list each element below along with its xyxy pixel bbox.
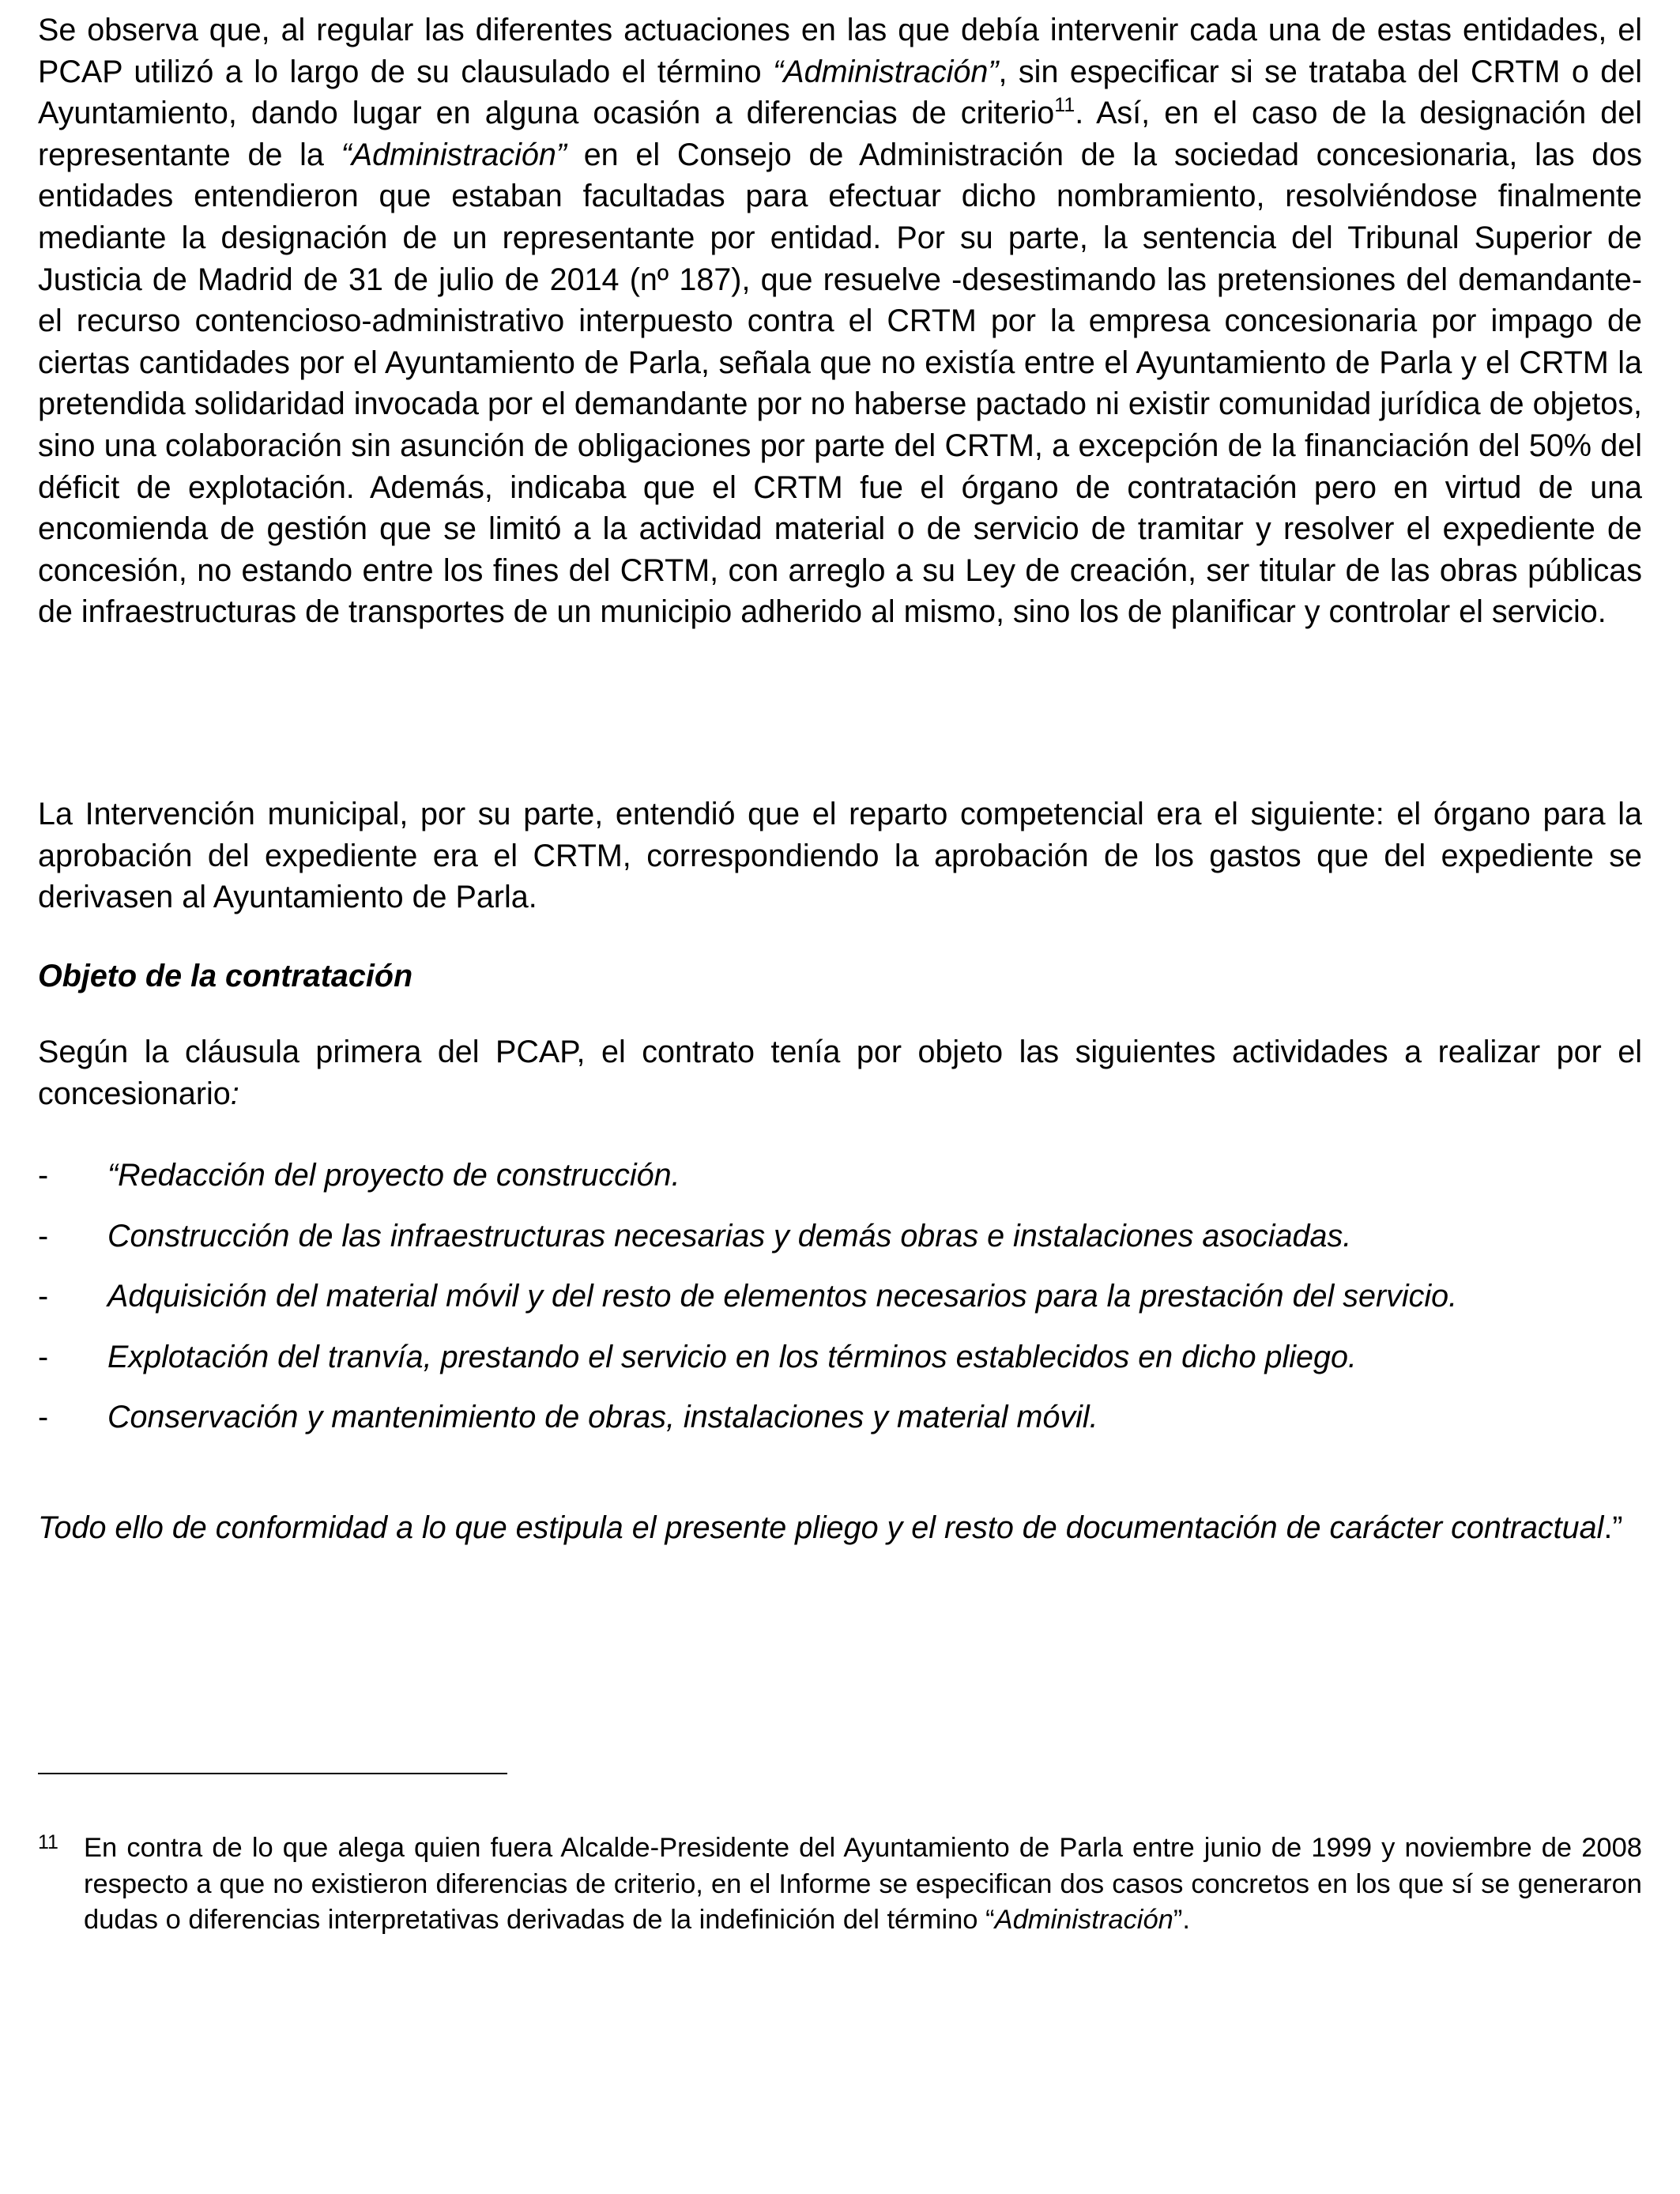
list-item-text: “Redacción del proyecto de construcción. [107, 1158, 680, 1193]
paragraph-intervencion-municipal: La Intervención municipal, por su parte, entendió que el reparto competencial era el siguiente: el órgano para la aprobación del expediente era el CRTM, correspondiendo la aprobación de los gastos que del expediente se derivasen al Ayuntamiento de Parla. [38, 797, 1642, 915]
list-dash: - [38, 1218, 49, 1253]
footnote-separator [38, 1773, 507, 1774]
list-item [38, 1336, 1642, 1378]
footnote-text [84, 1830, 1642, 1939]
list-item-text: Construcción de las infraestructuras necesarias y demás obras e instalaciones asociadas. [107, 1218, 1352, 1253]
list-item [38, 1155, 1642, 1197]
paragraph1-text-1: Se observa que, al regular las diferentes actuaciones en las que debía intervenir cada una de estas entidades, el PCAP utilizó a lo largo de su clausulado el término [38, 13, 1642, 89]
list-item [38, 1216, 1642, 1257]
paragraph-administration-ambiguity [38, 9, 1642, 633]
footnote-term-italic: Administración [994, 1905, 1173, 1935]
paragraph-clausula-primera [38, 1031, 1642, 1114]
section-heading-objeto: Objeto de la contratación [38, 959, 413, 993]
paragraph1-text-3: . Así, en el caso de la designación del representante de la [38, 96, 1642, 172]
closing-end-punctuation: .” [1603, 1510, 1623, 1545]
footnote-text-1: En contra de lo que alega quien fuera Alcalde-Presidente del Ayuntamiento de Parla entre junio de 1999 y noviembre de 2008 respecto a que no existieron diferencias de criterio, en el Informe se especifican dos casos concretos en los que sí se generaron dudas o diferencias interpretativas derivadas de la indefinición del término “ [84, 1833, 1642, 1935]
paragraph3-text: Según la cláusula primera del PCAP, el contrato tenía por objeto las siguientes actividades a realizar por el concesionario [38, 1035, 1642, 1111]
footnote-number: 11 [38, 1831, 58, 1853]
activities-list [38, 1155, 1642, 1457]
paragraph1-text-4: en el Consejo de Administración de la sociedad concesionaria, las dos entidades entendieron que estaban facultadas para efectuar dicho nombramiento, resolviéndose finalmente mediante la designación de un representante por entidad. Por su parte, la sentencia del Tribunal Superior de Justicia de Madrid de 31 de julio de 2014 (nº 187), que resuelve -desestimando las pretensiones del demandante- el recurso contencioso-administrativo interpuesto contra el CRTM por la empresa concesionaria por impago de ciertas cantidades por el Ayuntamiento de Parla, señala que no existía entre el Ayuntamiento de Parla y el CRTM la pretendida solidaridad invocada por el demandante por no haberse pactado ni existir comunidad jurídica de objetos, sino una colaboración sin asunción de obligaciones por parte del CRTM, a excepción de la financiación del 50% del déficit de explotación. Además, indicaba que el CRTM fue el órgano de contratación pero en virtud de una encomienda de gestión que se limitó a la actividad material o de servicio de tramitar y resolver el expediente de concesión, no estando entre los fines del CRTM, con arreglo a su Ley de creación, ser titular de las obras públicas de infraestructuras de transportes de un municipio adherido al mismo, sino los de planificar y controlar el servicio. [38, 137, 1642, 630]
paragraph1-text-2: , sin especificar si se trataba del CRTM o del Ayuntamiento, dando lugar en alguna ocasión a diferencias de criterio [38, 54, 1642, 131]
list-dash: - [38, 1400, 49, 1435]
footnote-reference-link[interactable]: 11 [1054, 94, 1075, 117]
list-dash: - [38, 1158, 49, 1193]
closing-italic-text: Todo ello de conformidad a lo que estipula el presente pliego y el resto de documentación de carácter contractual [38, 1510, 1604, 1545]
closing-quote-paragraph [38, 1507, 1642, 1549]
list-item [38, 1276, 1642, 1318]
term-administracion-italic: “Administración” [773, 54, 999, 89]
list-item-text: Explotación del tranvía, prestando el servicio en los términos establecidos en dicho pliego. [107, 1339, 1357, 1374]
term-administracion-italic-2: “Administración” [341, 137, 567, 172]
list-dash: - [38, 1279, 49, 1314]
list-dash: - [38, 1339, 49, 1374]
list-item-text: Conservación y mantenimiento de obras, instalaciones y material móvil. [107, 1400, 1098, 1435]
footnote-text-2: ”. [1173, 1905, 1190, 1935]
list-item-text: Adquisición del material móvil y del resto de elementos necesarios para la prestación del servicio. [107, 1279, 1458, 1314]
footnote [38, 1830, 1642, 1939]
list-item [38, 1397, 1642, 1438]
paragraph3-colon: : [230, 1076, 239, 1111]
